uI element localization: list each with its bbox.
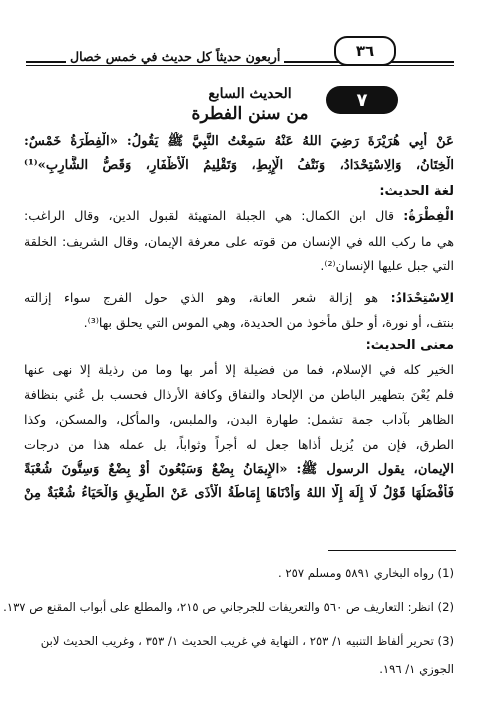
- section-heading-meaning: معنى الحديث:: [365, 338, 454, 353]
- term-fitra: الْفِطْرَةُ:: [403, 208, 454, 223]
- footnote-3: (3) تحرير ألفاظ التنبيه ١/ ٢٥٣ ، النهاية في غريب الحديث ١/ ٣٥٣ ، وغريب الحديث لابن: [40, 634, 454, 648]
- paragraph-line: الظاهر بآداب جمة تشمل: طهارة البدن، والملبس، والمأكل، والمسكن، وكذا: [24, 412, 454, 427]
- section-heading-language: لغة الحديث:: [379, 184, 454, 199]
- book-title: أربعون حديثاً كل حديث في خمس خصال: [66, 49, 284, 64]
- footnote-rule: [328, 550, 456, 551]
- paragraph-line: الْفِطْرَةُ: قال ابن الكمال: هي الجبلة المتهيئة لقبول الدين، وقال الراغب:: [24, 208, 454, 223]
- footnote-2: (2) انظر: التعاريف ص ٥٦٠ والتعريفات للجرجاني ص ٢١٥، والمطلع على أبواب المقنع ص ١٣٧.: [3, 600, 454, 614]
- paragraph-line: بنتف، أو نورة، أو حلق مأخوذ من الحديدة، وهي الموس التي يحلق بها⁽³⁾.: [83, 315, 454, 330]
- header-rule-thin: [26, 65, 454, 66]
- paragraph-line: التي جبل عليها الإنسان⁽²⁾.: [320, 258, 454, 273]
- paragraph-line: فلم يُعْنَ بتطهير الباطن من الإلحاد والنفاق وكافة الأرذال فحسب بل عُني بنظافة: [24, 387, 454, 402]
- paragraph-line: فَأَفْضَلُهَا قَوْلُ لَا إِلَهَ إِلَّا اللهُ وَأَدْنَاهَا إِمَاطَةُ الْأَذَى عَنْ الطَّرِيقِ وَالْحَيَاءُ شُعْبَةٌ مِنْ: [24, 486, 454, 501]
- hadith-text-line: عَنْ أَبِي هُرَيْرَةَ رَضِيَ اللهُ عَنْهُ سَمِعْتُ النَّبِيَّ ﷺ يَقُولُ: «الْفِطْرَةُ خَمْسٌ:: [24, 134, 454, 149]
- hadith-number-badge: ٧: [326, 86, 398, 114]
- hadith-text-line: الْخِتَانُ، وَالِاسْتِحْدَادُ، وَنَتْفُ الْإِبِطِ، وَتَقْلِيمُ الْأَظْفَارِ، وَقَصُّ الشَّارِبِ»⁽¹⁾: [24, 158, 454, 173]
- footnote-3-cont: الجوزي ١/ ١٩٦.: [379, 662, 454, 676]
- page-number: ٣٦: [334, 36, 396, 66]
- term-istihdad: الِاسْتِحْدَادُ:: [390, 290, 454, 305]
- hadith-subtitle: الحديث السابع: [208, 86, 292, 102]
- paragraph-line: الإيمان، يقول الرسول ﷺ: «الإِيمَانُ بِضْعٌ وَسَبْعُونَ أَوْ بِضْعٌ وَسِتُّونَ شُعْبَةً: [24, 462, 454, 477]
- paragraph-line: الِاسْتِحْدَادُ: هو إزالة شعر العانة، وهو الذي حول الفرج سواء إزالته: [24, 290, 454, 305]
- paragraph-line: هي ما ركب الله في الإنسان من قوته على معرفة الإيمان، وقال الشريف: الخلقة: [24, 234, 454, 249]
- paragraph-line: الطرق، فإن من يُزيل أذاها جعل له أجراً وثواباً، بل عمله هذا من درجات: [24, 437, 454, 452]
- running-header: [26, 36, 454, 76]
- hadith-title: من سنن الفطرة: [191, 104, 309, 124]
- footnote-1: (1) رواه البخاري ٥٨٩١ ومسلم ٢٥٧ .: [278, 566, 454, 580]
- paragraph-line: الخير كله في الإسلام، فما من فضيلة إلا أمر بها وما من رذيلة إلا نهى عنها: [24, 362, 454, 377]
